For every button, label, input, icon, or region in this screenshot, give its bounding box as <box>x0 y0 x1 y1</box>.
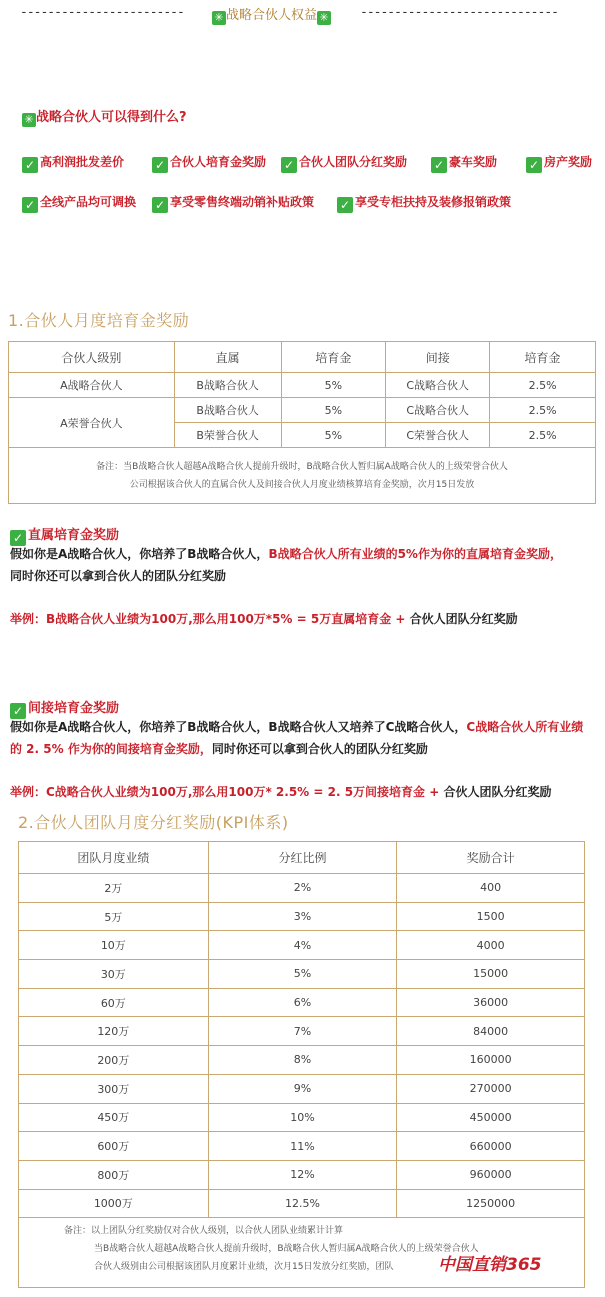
paragraph-text: 假如你是A战略合伙人，你培养了B战略合伙人， <box>10 547 269 561</box>
benefit-item <box>337 193 511 213</box>
benefit-item <box>281 153 407 173</box>
direct-example <box>10 610 518 627</box>
benefit-item <box>22 193 136 213</box>
table-row <box>19 874 585 903</box>
note-line: 当B战略合伙人超越A战略合伙人提前升级时，B战略合伙人暂归属A战略合伙人的上级荣誉合伙人 <box>94 1244 479 1255</box>
benefits-question-text: 战略合伙人可以得到什么? <box>36 110 187 125</box>
table-row <box>19 1074 585 1103</box>
divider-left: ------------------------ <box>20 5 184 20</box>
table-cell: 160000 <box>397 1046 585 1075</box>
direct-paragraph <box>10 543 595 587</box>
dividend-table <box>18 841 585 1288</box>
table-cell: 2万 <box>19 874 209 903</box>
divider-right: ----------------------------- <box>360 5 558 20</box>
table-cell: 960000 <box>397 1160 585 1189</box>
checkmark-icon: ✓ <box>431 157 447 173</box>
benefit-item <box>22 153 124 173</box>
table-cell: 660000 <box>397 1132 585 1161</box>
table-cell: 7% <box>208 1017 397 1046</box>
table-cell: 450000 <box>397 1103 585 1132</box>
table-row <box>9 398 596 423</box>
table-cell: 1000万 <box>19 1189 209 1218</box>
header-title-text: 战略合伙人权益 <box>226 8 318 23</box>
benefit-item <box>526 153 592 173</box>
section-header <box>0 0 605 26</box>
table-cell: 3% <box>208 902 397 931</box>
incubation-table <box>8 341 596 504</box>
table-cell: 5万 <box>19 902 209 931</box>
note-line: 合伙人级别由公司根据该团队月度累计业绩，次月15日发放分红奖励，团队 <box>94 1262 394 1273</box>
benefit-label: 豪车奖励 <box>449 155 498 169</box>
table-cell: 60万 <box>19 988 209 1017</box>
indirect-example <box>10 783 551 800</box>
benefit-item <box>152 153 266 173</box>
table-cell: 200万 <box>19 1046 209 1075</box>
table-cell: 36000 <box>397 988 585 1017</box>
section1-title: 1.合伙人月度培育金奖励 <box>8 311 190 330</box>
table-cell: 5% <box>281 423 386 448</box>
table-cell: 6% <box>208 988 397 1017</box>
table-header-row <box>19 842 585 874</box>
example-text: 举例：C战略合伙人业绩为100万,那么用100万* 2.5% = 2. 5万间接培育金 + <box>10 785 440 799</box>
benefit-item <box>152 193 314 213</box>
checkmark-icon: ✓ <box>22 157 38 173</box>
checkmark-icon: ✓ <box>526 157 542 173</box>
table-cell: 2% <box>208 874 397 903</box>
table-cell: C战略合伙人 <box>386 398 490 423</box>
indirect-title-text: 间接培育金奖励 <box>28 701 120 716</box>
table-cell: 300万 <box>19 1074 209 1103</box>
indirect-paragraph <box>10 716 595 760</box>
section2-title: 2.合伙人团队月度分红奖励(KPI体系) <box>18 813 289 832</box>
table-cell: B战略合伙人 <box>174 398 281 423</box>
direct-title-text: 直属培育金奖励 <box>28 528 120 543</box>
table-cell: 1250000 <box>397 1189 585 1218</box>
table-cell: 84000 <box>397 1017 585 1046</box>
paragraph-highlight: C战略合伙人所有业绩的 2. 5% 作为你的间接培育金奖励， <box>10 720 584 756</box>
example-suffix: 合伙人团队分红奖励 <box>439 785 552 799</box>
table-cell: 10万 <box>19 931 209 960</box>
table-cell: 2.5% <box>490 423 596 448</box>
table-cell: 30万 <box>19 960 209 989</box>
benefit-label: 高利润批发差价 <box>40 155 125 169</box>
table-row <box>19 1103 585 1132</box>
table-row <box>19 902 585 931</box>
table-cell: 1500 <box>397 902 585 931</box>
watermark: 中国直销365 <box>438 1255 542 1275</box>
checkmark-icon: ✓ <box>337 197 353 213</box>
table-cell: 450万 <box>19 1103 209 1132</box>
table-cell: 9% <box>208 1074 397 1103</box>
column-header: 奖励合计 <box>397 842 585 874</box>
asterisk-icon: ✳ <box>22 113 36 127</box>
benefit-label: 享受零售终端动销补贴政策 <box>170 195 315 209</box>
table-header-row <box>9 342 596 373</box>
table-row <box>19 1160 585 1189</box>
table-cell: 5% <box>281 373 386 398</box>
table-cell: A战略合伙人 <box>9 373 175 398</box>
table-note <box>9 448 596 504</box>
column-header: 培育金 <box>490 342 596 373</box>
column-header: 间接 <box>386 342 490 373</box>
benefit-label: 房产奖励 <box>544 155 593 169</box>
checkmark-icon: ✓ <box>10 530 26 546</box>
column-header: 分红比例 <box>208 842 397 874</box>
checkmark-icon: ✓ <box>152 197 168 213</box>
note-line: 备注：以上团队分红奖励仅对合伙人级别，以合伙人团队业绩累计计算 <box>64 1226 344 1237</box>
table-cell: 120万 <box>19 1017 209 1046</box>
table-cell: C战略合伙人 <box>386 373 490 398</box>
example-suffix: 合伙人团队分红奖励 <box>405 612 518 626</box>
table-cell: 5% <box>281 398 386 423</box>
table-cell: 4000 <box>397 931 585 960</box>
table-cell: 5% <box>208 960 397 989</box>
note-line: 公司根据该合伙人的直属合伙人及间接合伙人月度业绩核算培育金奖励，次月15日发放 <box>129 479 475 490</box>
benefit-label: 全线产品均可调换 <box>40 195 137 209</box>
table-cell: 600万 <box>19 1132 209 1161</box>
paragraph-text: 同时你还可以拿到合伙人的团队分红奖励 <box>211 742 428 756</box>
benefits-question <box>22 106 187 127</box>
table-cell: B战略合伙人 <box>174 373 281 398</box>
table-cell: 400 <box>397 874 585 903</box>
table-cell: 10% <box>208 1103 397 1132</box>
asterisk-icon: ✳ <box>212 11 226 25</box>
table-cell: 12.5% <box>208 1189 397 1218</box>
table-cell: 11% <box>208 1132 397 1161</box>
paragraph-highlight: B战略合伙人所有业绩的5%作为你的直属培育金奖励， <box>268 547 562 561</box>
table-row <box>19 1046 585 1075</box>
column-header: 直属 <box>174 342 281 373</box>
checkmark-icon: ✓ <box>281 157 297 173</box>
paragraph-text: 同时你还可以拿到合伙人的团队分红奖励 <box>10 569 227 583</box>
benefit-label: 享受专柜扶持及装修报销政策 <box>355 195 512 209</box>
paragraph-text: 假如你是A战略合伙人，你培养了B战略合伙人，B战略合伙人又培养了C战略合伙人， <box>10 720 467 734</box>
table-row <box>19 988 585 1017</box>
table-cell: 2.5% <box>490 373 596 398</box>
benefit-label: 合伙人培育金奖励 <box>170 155 267 169</box>
table-cell: B荣誉合伙人 <box>174 423 281 448</box>
table-row <box>19 1189 585 1218</box>
table-cell: 8% <box>208 1046 397 1075</box>
example-text: 举例：B战略合伙人业绩为100万,那么用100万*5% = 5万直属培育金 + <box>10 612 406 626</box>
table-cell: 12% <box>208 1160 397 1189</box>
table-cell: A荣誉合伙人 <box>9 398 175 448</box>
column-header: 团队月度业绩 <box>19 842 209 874</box>
benefit-label: 合伙人团队分红奖励 <box>299 155 408 169</box>
table-row <box>19 1132 585 1161</box>
table-cell: C荣誉合伙人 <box>386 423 490 448</box>
table-row <box>19 960 585 989</box>
table-cell: 4% <box>208 931 397 960</box>
table-cell: 800万 <box>19 1160 209 1189</box>
checkmark-icon: ✓ <box>10 703 26 719</box>
table-note-row <box>9 448 596 504</box>
checkmark-icon: ✓ <box>22 197 38 213</box>
table-row <box>19 1017 585 1046</box>
table-cell: 270000 <box>397 1074 585 1103</box>
table-cell: 2.5% <box>490 398 596 423</box>
note-line: 备注：当B战略合伙人超越A战略合伙人提前升级时，B战略合伙人暂归属A战略合伙人的上级荣誉合伙人 <box>96 461 508 472</box>
asterisk-icon: ✳ <box>317 11 331 25</box>
column-header: 合伙人级别 <box>9 342 175 373</box>
checkmark-icon: ✓ <box>152 157 168 173</box>
table-row <box>9 373 596 398</box>
table-cell: 15000 <box>397 960 585 989</box>
column-header: 培育金 <box>281 342 386 373</box>
header-title <box>212 4 331 25</box>
table-row <box>19 931 585 960</box>
benefit-item <box>431 153 497 173</box>
